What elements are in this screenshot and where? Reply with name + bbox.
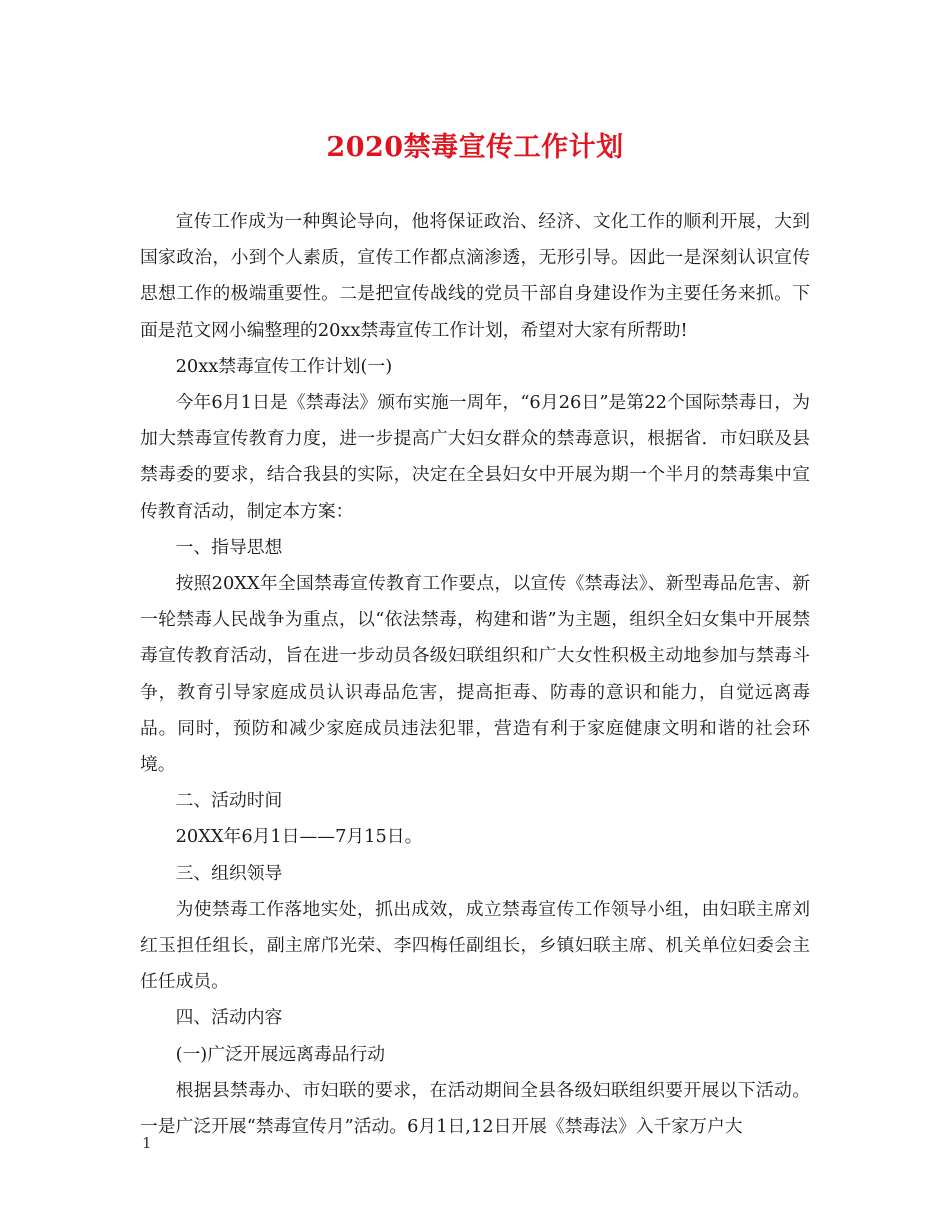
section-heading-plan-one: 20xx禁毒宣传工作计划(一)	[175, 355, 393, 377]
section-heading-activity-time: 二、活动时间	[175, 790, 283, 812]
paragraph-background: 今年6月1日是《禁毒法》颁布实施一周年，“6月26日”是第22个国际禁毒日，为加大禁毒宣传教育力度，进一步提高广大妇女群众的禁毒意识，根据省．市妇联及县禁毒委的要求，结合我县的实际，决定在全县妇女中开展为期一个半月的禁毒集中宣传教育活动，制定本方案：	[140, 392, 810, 522]
page-number: 1	[142, 1134, 152, 1152]
paragraph-leadership: 为使禁毒工作落地实处，抓出成效，成立禁毒宣传工作领导小组，由妇联主席刘红玉担任组长，副主席邝光荣、李四梅任副组长，乡镇妇联主席、机关单位妇委会主任任成员。	[140, 898, 810, 993]
section-heading-guiding-thought: 一、指导思想	[175, 536, 283, 558]
paragraph-intro: 宣传工作成为一种舆论导向，他将保证政治、经济、文化工作的顺利开展，大到国家政治，小到个人素质，宣传工作都点滴渗透，无形引导。因此一是深刻认识宣传思想工作的极端重要性。二是把宣传战线的党员干部自身建设作为主要任务来抓。下面是范文网小编整理的20xx禁毒宣传工作计划，希望对大家有所帮助!	[140, 211, 810, 341]
paragraph-guiding-thought: 按照20XX年全国禁毒宣传教育工作要点，以宣传《禁毒法》、新型毒品危害、新一轮禁毒人民战争为重点，以“依法禁毒，构建和谐”为主题，组织全妇女集中开展禁毒宣传教育活动，旨在进一步动员各级妇联组织和广大女性积极主动地参加与禁毒斗争，教育引导家庭成员认识毒品危害，提高拒毒、防毒的意识和能力，自觉远离毒品。同时，预防和减少家庭成员违法犯罪，营造有利于家庭健康文明和谐的社会环境。	[140, 573, 810, 776]
subsection-heading-anti-drug-action: (一)广泛开展远离毒品行动	[175, 1043, 386, 1065]
paragraph-activity-time: 20XX年6月1日——7月15日。	[175, 826, 423, 848]
document-title: 2020禁毒宣传工作计划	[326, 132, 624, 163]
paragraph-activity-content: 根据县禁毒办、市妇联的要求，在活动期间全县各级妇联组织要开展以下活动。一是广泛开展“禁毒宣传月”活动。6月1日,12日开展《禁毒法》入千家万户大	[140, 1079, 810, 1138]
section-heading-activity-content: 四、活动内容	[175, 1007, 283, 1029]
section-heading-leadership: 三、组织领导	[175, 862, 283, 884]
document-body	[140, 204, 810, 1145]
